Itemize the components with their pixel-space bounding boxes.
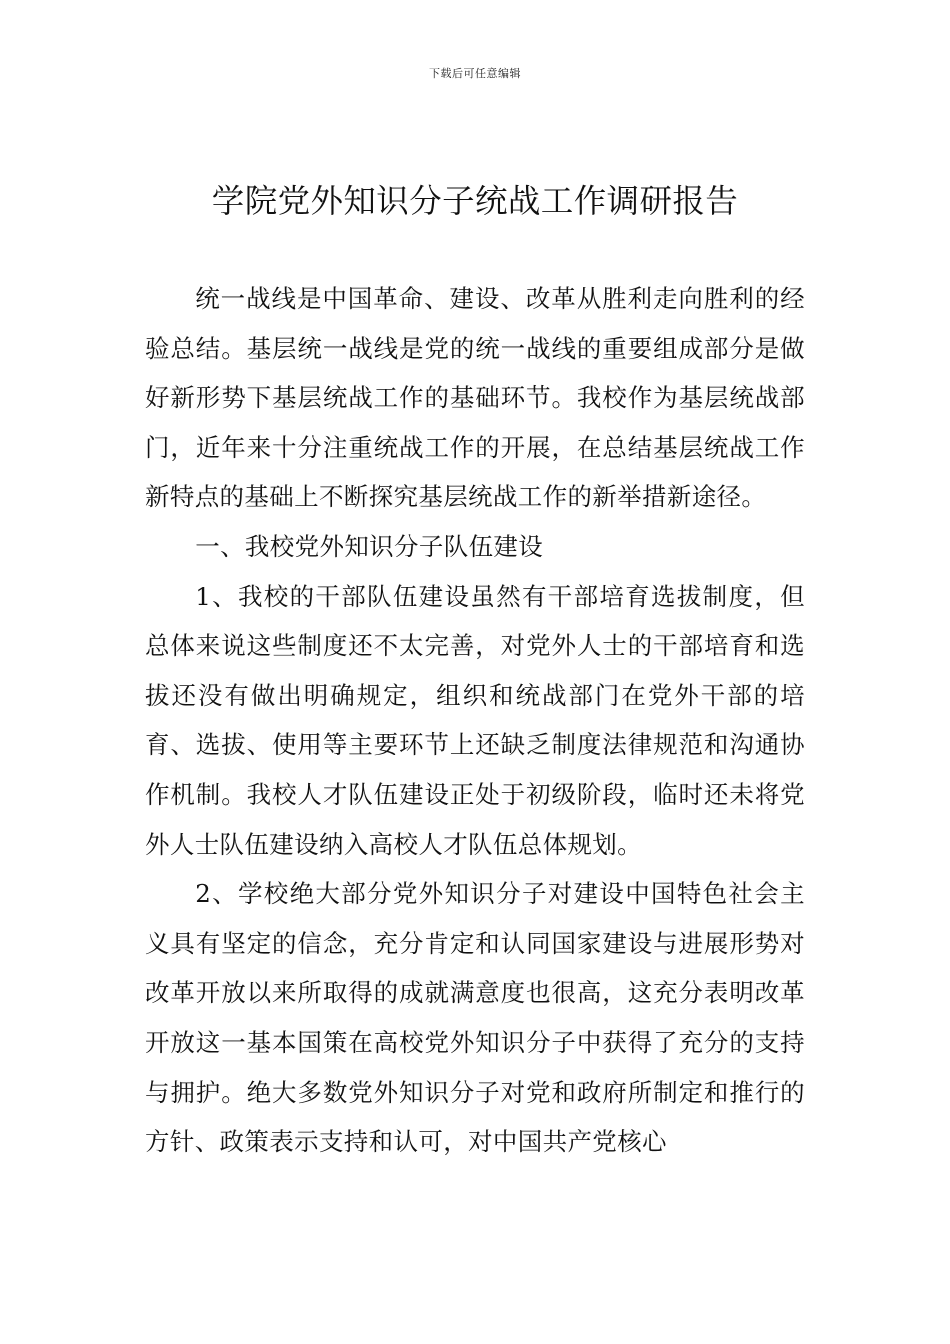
document-title: 学院党外知识分子统战工作调研报告 <box>211 182 739 220</box>
paragraph-point-2: 2、学校绝大部分党外知识分子对建设中国特色社会主义具有坚定的信念，充分肯定和认同国家建设与进展形势对改革开放以来所取得的成就满意度也很高，这充分表明改革开放这一基本国策在高校党外知识分子中获得了充分的支持与拥护。绝大多数党外知识分子对党和政府所制定和推行的方针、政策表示支持和认可，对中国共产党核心 <box>145 879 805 1157</box>
section-heading: 一、我校党外知识分子队伍建设 <box>195 531 544 561</box>
paragraph-point-1: 1、我校的干部队伍建设虽然有干部培育选拔制度，但总体来说这些制度还不太完善，对党外人士的干部培育和选拔还没有做出明确规定，组织和统战部门在党外干部的培育、选拔、使用等主要环节上还缺乏制度法律规范和沟通协作机制。我校人才队伍建设正处于初级阶段，临时还未将党外人士队伍建设纳入高校人才队伍总体规划。 <box>145 581 805 859</box>
paragraph-intro: 统一战线是中国革命、建设、改革从胜利走向胜利的经验总结。基层统一战线是党的统一战线的重要组成部分是做好新形势下基层统战工作的基础环节。我校作为基层统战部门，近年来十分注重统战工作的开展，在总结基层统战工作新特点的基础上不断探究基层统战工作的新举措新途径。 <box>145 284 805 512</box>
header-note: 下载后可任意编辑 <box>429 67 521 80</box>
document-body <box>145 274 805 1167</box>
